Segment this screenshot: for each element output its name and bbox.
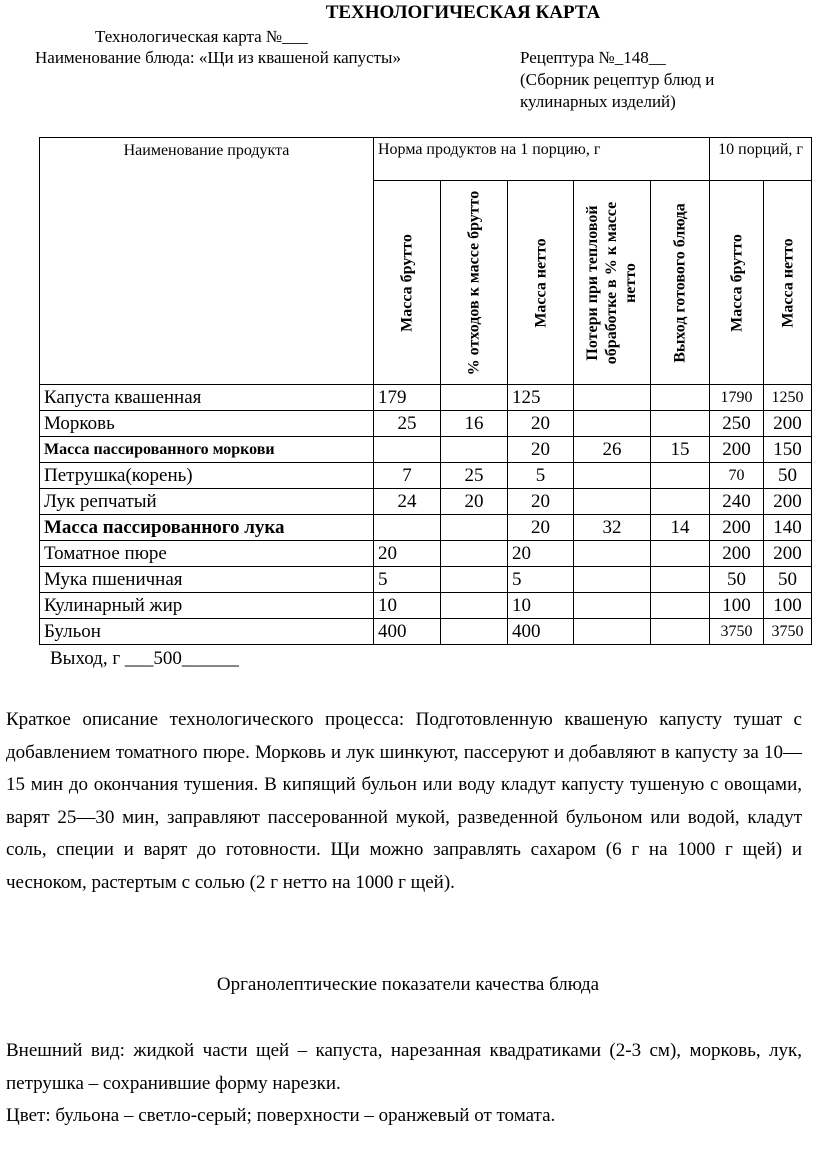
brutto-cell: 20 (374, 541, 441, 567)
brutto-cell: 10 (374, 593, 441, 619)
yield-cell (651, 411, 710, 437)
document-title: ТЕХНОЛОГИЧЕСКАЯ КАРТА (325, 2, 601, 23)
waste-cell: 16 (441, 411, 508, 437)
waste-cell (441, 385, 508, 411)
yield-cell: 15 (651, 437, 710, 463)
product-name: Лук репчатый (40, 489, 374, 515)
waste-cell (441, 567, 508, 593)
netto-cell: 20 (508, 437, 574, 463)
product-name: Мука пшеничная (40, 567, 374, 593)
organoleptic-heading: Органолептические показатели качества блюда (216, 974, 600, 995)
table-row (40, 593, 812, 619)
yield-cell: 14 (651, 515, 710, 541)
color-text: Цвет: бульона – светло-серый; поверхности – оранжевый от томата. (6, 1105, 556, 1127)
netto-cell: 20 (508, 515, 574, 541)
header-product: Наименование продукта (40, 138, 374, 385)
yield-cell (651, 489, 710, 515)
netto-10-cell: 140 (764, 515, 812, 541)
product-name: Морковь (40, 411, 374, 437)
netto-cell: 125 (508, 385, 574, 411)
subheader-brutto: Масса брутто (398, 233, 416, 332)
table-header-row (40, 138, 812, 181)
netto-cell: 5 (508, 463, 574, 489)
recipe-source-line-2: кулинарных изделий) (520, 92, 676, 111)
brutto-cell: 5 (374, 567, 441, 593)
subheader-brutto-10: Масса брутто (727, 233, 745, 332)
netto-cell: 10 (508, 593, 574, 619)
netto-10-cell: 50 (764, 463, 812, 489)
subheader-netto: Масса нетто (531, 237, 549, 328)
loss-cell (574, 619, 651, 645)
header-norm: Норма продуктов на 1 порцию, г (374, 138, 710, 181)
organoleptic-section (6, 1035, 802, 1133)
netto-cell: 20 (508, 541, 574, 567)
table-row (40, 411, 812, 437)
yield-cell (651, 593, 710, 619)
netto-10-cell: 50 (764, 567, 812, 593)
brutto-10-cell: 240 (710, 489, 764, 515)
subheader-cell (764, 181, 812, 385)
brutto-10-cell: 250 (710, 411, 764, 437)
subheader-cell (374, 181, 441, 385)
brutto-cell: 25 (374, 411, 441, 437)
subheader-loss: Потери при тепловой обработке в % к массе нетто (584, 201, 640, 364)
card-number: Технологическая карта №___ (95, 27, 308, 46)
table-row (40, 437, 812, 463)
product-name: Томатное пюре (40, 541, 374, 567)
subheader-cell (441, 181, 508, 385)
brutto-10-cell: 200 (710, 437, 764, 463)
waste-cell (441, 437, 508, 463)
waste-cell (441, 593, 508, 619)
loss-cell (574, 593, 651, 619)
table-row (40, 463, 812, 489)
output-yield: Выход, г ___500______ (50, 648, 239, 669)
netto-10-cell: 200 (764, 411, 812, 437)
brutto-cell: 7 (374, 463, 441, 489)
product-name: Масса пассированного лука (40, 515, 374, 541)
brutto-10-cell: 50 (710, 567, 764, 593)
dish-name: Наименование блюда: «Щи из квашеной капусты» (35, 48, 401, 67)
yield-cell (651, 567, 710, 593)
subheader-waste: % отходов к массе брутто (465, 190, 483, 375)
netto-cell: 20 (508, 489, 574, 515)
netto-10-cell: 200 (764, 489, 812, 515)
loss-cell (574, 489, 651, 515)
waste-cell (441, 619, 508, 645)
header-ten-portions: 10 порций, г (710, 138, 812, 181)
loss-cell (574, 411, 651, 437)
yield-cell (651, 541, 710, 567)
subheader-yield: Выход готового блюда (671, 202, 689, 363)
subheader-cell (574, 181, 651, 385)
waste-cell: 20 (441, 489, 508, 515)
table-row (40, 619, 812, 645)
netto-10-cell: 3750 (764, 619, 812, 645)
loss-cell (574, 567, 651, 593)
netto-10-cell: 150 (764, 437, 812, 463)
yield-cell (651, 619, 710, 645)
netto-10-cell: 100 (764, 593, 812, 619)
product-name: Капуста квашенная (40, 385, 374, 411)
loss-cell: 26 (574, 437, 651, 463)
table-row (40, 489, 812, 515)
subheader-cell (651, 181, 710, 385)
table-row (40, 385, 812, 411)
subheader-netto-10: Масса нетто (778, 237, 796, 328)
table-row (40, 567, 812, 593)
brutto-cell: 400 (374, 619, 441, 645)
subheader-cell (508, 181, 574, 385)
table-row (40, 515, 812, 541)
brutto-10-cell: 200 (710, 515, 764, 541)
loss-cell (574, 463, 651, 489)
netto-cell: 400 (508, 619, 574, 645)
loss-cell (574, 385, 651, 411)
brutto-10-cell: 70 (710, 463, 764, 489)
product-name: Петрушка(корень) (40, 463, 374, 489)
recipe-number: Рецептура №_148__ (520, 48, 666, 67)
brutto-10-cell: 100 (710, 593, 764, 619)
waste-cell (441, 515, 508, 541)
product-name: Масса пассированного моркови (40, 437, 374, 463)
recipe-table (39, 137, 812, 645)
brutto-cell (374, 437, 441, 463)
brutto-10-cell: 3750 (710, 619, 764, 645)
netto-cell: 5 (508, 567, 574, 593)
brutto-cell: 179 (374, 385, 441, 411)
netto-cell: 20 (508, 411, 574, 437)
subheader-cell (710, 181, 764, 385)
appearance-text: Внешний вид: жидкой части щей – капуста, нарезанная квадратиками (2-3 см), морковь, лук, петрушка – сохранившие форму нарезки. (6, 1040, 802, 1094)
brutto-cell (374, 515, 441, 541)
netto-10-cell: 200 (764, 541, 812, 567)
brutto-10-cell: 200 (710, 541, 764, 567)
recipe-source-line-1: (Сборник рецептур блюд и (520, 70, 715, 89)
netto-10-cell: 1250 (764, 385, 812, 411)
yield-cell (651, 385, 710, 411)
waste-cell (441, 541, 508, 567)
product-name: Бульон (40, 619, 374, 645)
process-text: Краткое описание технологического процесса: Подготовленную квашеную капусту тушат с добавлением томатного пюре. Морковь и лук шинкуют, пассеруют и добавляют в капусту за 10—15 мин до окончания тушения. В кипящий бульон или воду кладут капусту тушеную с овощами, варят 25—30 мин, заправляют пассерованной мукой, разведенной бульоном или водой, кладут соль, специи и варят до готовности. Щи можно заправлять сахаром (6 г на 1000 г щей) и чесноком, растертым с солью (2 г нетто на 1000 г щей). (6, 709, 802, 893)
loss-cell (574, 541, 651, 567)
yield-cell (651, 463, 710, 489)
loss-cell: 32 (574, 515, 651, 541)
waste-cell: 25 (441, 463, 508, 489)
brutto-10-cell: 1790 (710, 385, 764, 411)
brutto-cell: 24 (374, 489, 441, 515)
process-description (6, 704, 802, 900)
product-name: Кулинарный жир (40, 593, 374, 619)
table-row (40, 541, 812, 567)
